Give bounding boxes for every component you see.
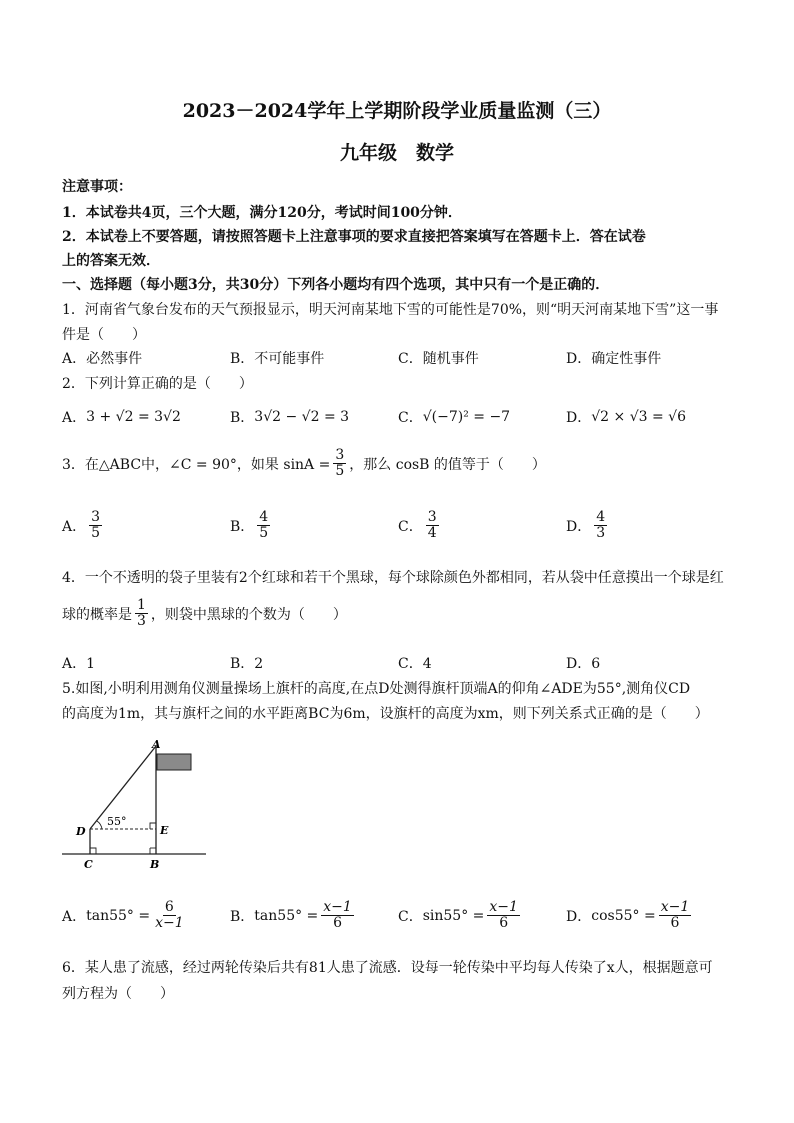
q2-option-a-expr: 3 + √2 = 3√2 bbox=[86, 409, 181, 425]
q2-option-c bbox=[398, 407, 510, 427]
q2-option-b-expr: 3√2 − √2 = 3 bbox=[254, 409, 350, 425]
q5-option-d-label: D． bbox=[566, 908, 592, 925]
q3-option-a-label: A． bbox=[62, 518, 87, 535]
notice-item-2-line-1: 2．本试卷上不要答题，请按照答题卡上注意事项的要求直接把答案填写在答题卡上．答在试卷 bbox=[62, 229, 646, 245]
section-1-heading: 一、选择题（每小题3分，共30分）下列各小题均有四个选项，其中只有一个是正确的． bbox=[62, 277, 610, 293]
q4-option-d: D．6 bbox=[566, 656, 601, 672]
q2-option-c-label: C． bbox=[398, 410, 423, 426]
q5-option-c bbox=[398, 900, 523, 932]
q1-option-a: A．必然事件 bbox=[62, 351, 143, 367]
fraction-numerator: 3 bbox=[91, 509, 101, 525]
q5-option-b-label: B． bbox=[230, 908, 255, 925]
flag bbox=[157, 754, 191, 770]
point-b-label: B bbox=[150, 858, 160, 871]
q6-stem-line-1: 6．某人患了流感，经过两轮传染后共有81人患了流感．设每一轮传染中平均每人传染了x人，根据题意可 bbox=[62, 960, 713, 976]
q5-option-b bbox=[230, 900, 357, 932]
q3-option-b bbox=[230, 510, 273, 542]
fraction-denominator: x−1 bbox=[155, 915, 184, 932]
q3-option-c-label: C． bbox=[398, 518, 423, 535]
point-a-label: A bbox=[152, 738, 161, 751]
q2-option-d bbox=[566, 407, 686, 427]
fraction-denominator: 3 bbox=[137, 613, 146, 630]
point-e-label: E bbox=[160, 824, 169, 837]
notice-item-1: 1．本试卷共4页，三个大题，满分120分，考试时间100分钟． bbox=[62, 205, 462, 221]
q2-option-c-expr: √(−7)² = −7 bbox=[422, 409, 511, 425]
fraction-denominator: 6 bbox=[670, 915, 680, 932]
q3-option-b-label: B． bbox=[230, 518, 255, 535]
notice-item-2-line-2: 上的答案无效． bbox=[62, 253, 160, 269]
q5-option-c-label: C． bbox=[398, 908, 423, 925]
q3-option-a-fraction bbox=[89, 510, 102, 542]
q2-option-d-label: D． bbox=[566, 410, 592, 426]
q1-stem-line-1: 1．河南省气象台发布的天气预报显示，明天河南某地下雪的可能性是70%，则“明天河南某地下雪”这一事 bbox=[62, 302, 719, 318]
q3-stem-fraction bbox=[333, 448, 346, 480]
q5-option-a-fn: tan55° = bbox=[86, 907, 151, 924]
q3-stem bbox=[62, 448, 546, 480]
fraction-denominator: 6 bbox=[499, 915, 509, 932]
q3-option-b-fraction bbox=[257, 510, 270, 542]
q5-option-c-fn: sin55° = bbox=[422, 907, 485, 924]
q4-stem-fraction bbox=[135, 598, 148, 630]
q3-option-d-label: D． bbox=[566, 518, 592, 535]
exam-subtitle: 九年级 数学 bbox=[339, 142, 454, 164]
q3-option-c-fraction bbox=[426, 510, 439, 542]
point-c-label: C bbox=[84, 858, 93, 871]
fraction-numerator: 6 bbox=[164, 899, 174, 915]
q2-option-b-label: B． bbox=[230, 410, 255, 426]
q5-option-d-fraction bbox=[659, 900, 692, 932]
q4-option-c: C．4 bbox=[398, 656, 432, 672]
angle-arc bbox=[97, 821, 102, 829]
q5-option-c-fraction bbox=[487, 900, 520, 932]
q2-option-b bbox=[230, 407, 349, 427]
fraction-denominator: 6 bbox=[333, 915, 343, 932]
q5-option-b-fn: tan55° = bbox=[254, 907, 319, 924]
q5-option-a-fraction bbox=[153, 900, 186, 932]
fraction-denominator: 3 bbox=[596, 525, 606, 542]
right-angle-c bbox=[90, 848, 96, 854]
q1-option-d: D．确定性事件 bbox=[566, 351, 662, 367]
fraction-denominator: 5 bbox=[91, 525, 101, 542]
fraction-numerator: x−1 bbox=[489, 899, 518, 915]
exam-title: 2023－2024学年上学期阶段学业质量监测（三） bbox=[182, 100, 612, 122]
q3-stem-post: ，那么 cosB 的值等于（ ） bbox=[349, 456, 546, 473]
q4-option-a: A．1 bbox=[62, 656, 96, 672]
fraction-denominator: 5 bbox=[335, 463, 345, 480]
q4-option-b: B．2 bbox=[230, 656, 264, 672]
q5-option-a-label: A． bbox=[62, 908, 87, 925]
fraction-numerator: x−1 bbox=[323, 899, 352, 915]
q1-option-c: C．随机事件 bbox=[398, 351, 479, 367]
fraction-numerator: 3 bbox=[335, 447, 345, 463]
q2-option-a-label: A． bbox=[62, 410, 87, 426]
q6-stem-line-2: 列方程为（ ） bbox=[62, 986, 174, 1002]
q2-option-d-expr: √2 × √3 = √6 bbox=[591, 409, 686, 425]
notice-heading: 注意事项： bbox=[62, 179, 132, 195]
point-d-label: D bbox=[76, 825, 86, 838]
q2-stem: 2．下列计算正确的是（ ） bbox=[62, 376, 253, 392]
q5-option-b-fraction bbox=[321, 900, 354, 932]
fraction-numerator: 4 bbox=[596, 509, 606, 525]
q4-stem-pre: 球的概率是 bbox=[62, 606, 132, 623]
q3-option-a bbox=[62, 510, 105, 542]
fraction-numerator: x−1 bbox=[660, 899, 690, 915]
fraction-denominator: 4 bbox=[427, 525, 437, 542]
angle-label: 55° bbox=[107, 815, 127, 828]
q3-option-d-fraction bbox=[594, 510, 607, 542]
q1-option-b: B．不可能事件 bbox=[230, 351, 325, 367]
q3-option-d bbox=[566, 510, 610, 542]
q4-stem-line-2 bbox=[62, 598, 347, 630]
fraction-numerator: 1 bbox=[137, 597, 146, 613]
q4-stem-post: ，则袋中黑球的个数为（ ） bbox=[150, 606, 347, 623]
fraction-numerator: 3 bbox=[427, 509, 437, 525]
q2-option-a bbox=[62, 407, 181, 427]
q3-option-c bbox=[398, 510, 442, 542]
q5-stem-line-2: 的高度为1m，其与旗杆之间的水平距离BC为6m，设旗杆的高度为xm，则下列关系式正确的是（ ） bbox=[62, 706, 709, 722]
q1-stem-line-2: 件是（ ） bbox=[62, 327, 146, 343]
q5-option-d bbox=[566, 900, 694, 932]
flagpole-figure bbox=[60, 736, 210, 876]
q3-stem-pre: 3．在△ABC中，∠C = 90°，如果 sinA = bbox=[62, 456, 331, 473]
fraction-numerator: 4 bbox=[259, 509, 269, 525]
q4-stem-line-1: 4．一个不透明的袋子里装有2个红球和若干个黑球，每个球除颜色外都相同，若从袋中任意摸出一个球是红 bbox=[62, 570, 724, 586]
q5-option-a bbox=[62, 900, 189, 932]
right-angle-e bbox=[150, 823, 156, 829]
fraction-denominator: 5 bbox=[259, 525, 269, 542]
q5-option-d-fn: cos55° = bbox=[591, 907, 656, 924]
q5-stem-line-1: 5.如图,小明利用测角仪测量操场上旗杆的高度,在点D处测得旗杆顶端A的仰角∠ADE为55°,测角仪CD bbox=[62, 681, 691, 697]
